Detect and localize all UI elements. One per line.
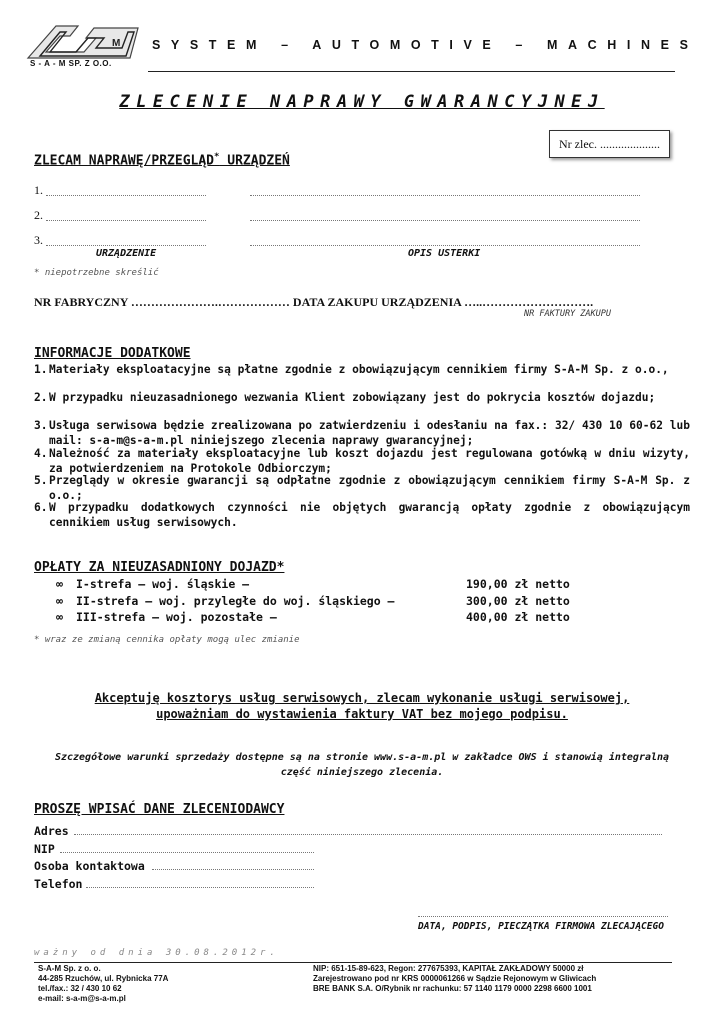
acceptance-line-1: Akceptuję kosztorys usług serwisowych, zlecam wykonanie usługi serwisowej, <box>94 691 630 705</box>
heading-footnote-mark: * <box>214 152 220 162</box>
repair-heading-text: ZLECAM NAPRAWĘ/PRZEGLĄD <box>34 153 215 169</box>
acceptance-statement <box>0 690 724 722</box>
serial-purchase-line[interactable]: NR FABRYCZNY ………………….……………… DATA ZAKUPU URZĄDZENIA …..………………………. <box>34 295 594 309</box>
footer-divider <box>34 962 672 963</box>
valid-from-note: ważny od dnia 30.08.2012r. <box>34 948 279 958</box>
phone-label: Telefon <box>34 877 83 891</box>
device-field-3[interactable] <box>46 245 206 246</box>
info-item-text: Usługa serwisowa będzie zrealizowana po zatwierdzeniu i odesłaniu na fax.: 32/ 430 10 60-62 lub mail: s-a-m@s-a-m.pl niniejszego zlecenia naprawy gwarancyjnej; <box>49 419 690 447</box>
row-number: 3. <box>34 233 43 247</box>
address-field[interactable] <box>74 834 662 835</box>
fee-price: 300,00 zł netto <box>466 594 570 608</box>
address-label: Adres <box>34 824 69 838</box>
device-column-caption: URZĄDZENIE <box>96 248 157 259</box>
repair-heading-tail: URZĄDZEŃ <box>219 153 290 169</box>
fault-field-2[interactable] <box>250 220 640 221</box>
bullet-icon: ∞ <box>56 594 63 608</box>
fee-zone: II-strefa – woj. przyległe do woj. śląskiego – <box>76 594 395 608</box>
sales-conditions: Szczegółowe warunki sprzedaży dostępne są na stronie www.s-a-m.pl w zakładce OWS i stanowią integralną część niniejszego zlecenia. <box>54 752 670 778</box>
fee-price: 400,00 zł netto <box>466 610 570 624</box>
info-item-text: Przeglądy w okresie gwarancji są odpłatne zgodnie z obowiązującym cennikiem firmy S-A-M Sp. z o.o.; <box>49 474 690 502</box>
nip-field[interactable] <box>60 852 314 853</box>
document-title: ZLECENIE NAPRAWY GWARANCYJNEJ <box>119 92 605 112</box>
row-number: 1. <box>34 183 43 197</box>
nip-label: NIP <box>34 842 55 856</box>
info-item-text: W przypadku dodatkowych czynności nie objętych gwarancją opłaty zgodnie z obowiązującym cennikiem usług serwisowych. <box>49 501 690 529</box>
svg-text:M: M <box>112 38 121 49</box>
info-item <box>34 446 690 476</box>
bullet-icon: ∞ <box>56 577 63 591</box>
footer-line: 44-285 Rzuchów, ul. Rybnicka 77A <box>38 974 169 983</box>
footer-line: tel./fax.: 32 / 430 10 62 <box>38 984 122 993</box>
info-item <box>34 362 690 377</box>
footer-line: S-A-M Sp. z o. o. <box>38 964 101 973</box>
footer-line: NIP: 651-15-89-623, Regon: 277675393, KAPITAŁ ZAKŁADOWY 50000 zł <box>313 964 584 973</box>
info-item-text: W przypadku nieuzasadnionego wezwania Klient zobowiązany jest do pokrycia kosztów dojazdu; <box>49 391 656 404</box>
footer-line: BRE BANK S.A. O/Rybnik nr rachunku: 57 1140 1179 0000 2298 6600 1001 <box>313 984 592 993</box>
phone-field[interactable] <box>86 887 314 888</box>
invoice-caption: NR FAKTURY ZAKUPU <box>524 309 611 319</box>
company-tag: S - A - M SP. Z O.O. <box>30 59 112 68</box>
info-item-text: Materiały eksploatacyjne są płatne zgodnie z obowiązującym cennikiem firmy S-A-M Sp. z o.o., <box>49 363 669 376</box>
info-item <box>34 390 690 405</box>
footer-line: Zarejestrowano pod nr KRS 0000061266 w Sądzie Rejonowym w Gliwicach <box>313 974 597 983</box>
footer-registration-info <box>313 964 596 994</box>
info-heading: INFORMACJE DODATKOWE <box>34 346 191 361</box>
info-item-number: 2. <box>34 391 48 404</box>
signature-caption: DATA, PODPIS, PIECZĄTKA FIRMOWA ZLECAJĄCEGO <box>418 921 664 932</box>
fees-heading: OPŁATY ZA NIEUZASADNIONY DOJAZD* <box>34 560 285 575</box>
acceptance-line-2: upoważniam do wystawienia faktury VAT bez mojego podpisu. <box>156 707 568 721</box>
info-item <box>34 418 690 448</box>
repair-heading <box>34 152 290 168</box>
info-item-text: Należność za materiały eksploatacyjne lub koszt dojazdu jest regulowana gotówką w dniu wizyty, za potwierdzeniem na Protokole Odbiorczym; <box>49 447 690 475</box>
info-item-number: 6. <box>34 501 48 514</box>
contact-person-label: Osoba kontaktowa <box>34 859 145 873</box>
footer-company-info <box>38 964 168 1004</box>
info-item-number: 4. <box>34 447 48 460</box>
header-motto: SYSTEM – AUTOMOTIVE – MACHINES <box>152 38 699 52</box>
signature-field[interactable] <box>418 916 668 917</box>
row-number: 2. <box>34 208 43 222</box>
device-field-1[interactable] <box>46 195 206 196</box>
fault-field-1[interactable] <box>250 195 640 196</box>
fee-row-zone-1 <box>56 577 249 591</box>
info-item-number: 3. <box>34 419 48 432</box>
order-number-box[interactable]: Nr zlec. .................... <box>549 130 670 158</box>
bullet-icon: ∞ <box>56 610 63 624</box>
device-field-2[interactable] <box>46 220 206 221</box>
fees-note: * wraz ze zmianą cennika opłaty mogą ulec zmianie <box>34 635 300 645</box>
info-item <box>34 500 690 530</box>
header-divider <box>148 71 675 72</box>
info-item-number: 1. <box>34 363 48 376</box>
fault-field-3[interactable] <box>250 245 640 246</box>
info-item <box>34 473 690 503</box>
info-item-number: 5. <box>34 474 48 487</box>
fee-zone: I-strefa – woj. śląskie – <box>76 577 250 591</box>
contact-person-field[interactable] <box>152 869 314 870</box>
fee-price: 190,00 zł netto <box>466 577 570 591</box>
client-heading: PROSZĘ WPISAĆ DANE ZLECENIODAWCY <box>34 802 285 817</box>
fee-row-zone-3 <box>56 610 277 624</box>
strike-note: * niepotrzebne skreślić <box>34 268 159 278</box>
fee-zone: III-strefa – woj. pozostałe – <box>76 610 277 624</box>
fee-row-zone-2 <box>56 594 395 608</box>
fault-column-caption: OPIS USTERKI <box>408 248 481 259</box>
footer-line: e-mail: s-a-m@s-a-m.pl <box>38 994 126 1003</box>
